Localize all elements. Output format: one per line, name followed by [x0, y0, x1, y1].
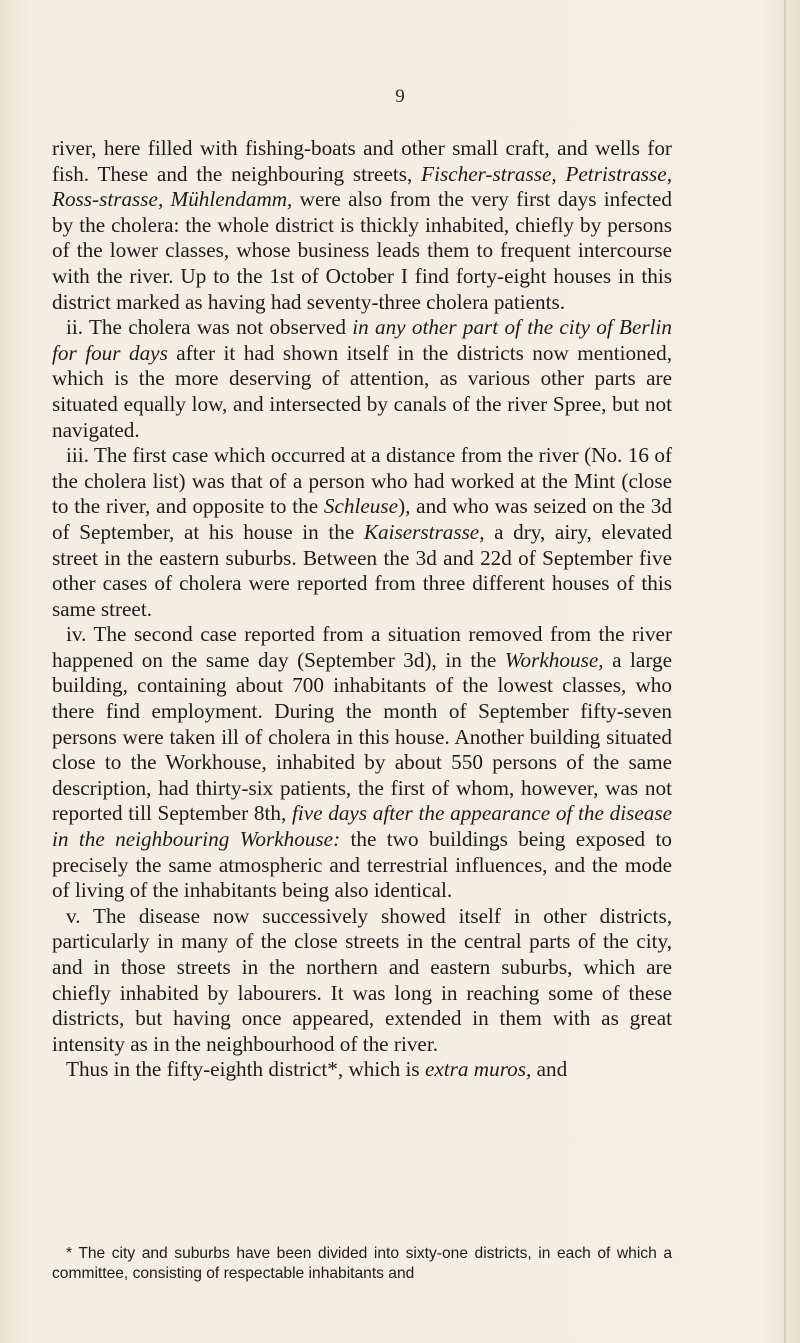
- text-run: ii. The cholera was not observed: [66, 315, 353, 340]
- text-run: Thus in the fifty-eighth district*, which is: [66, 1057, 425, 1082]
- italic-workhouse: Workhouse,: [504, 647, 604, 672]
- body-text: [52, 136, 672, 1083]
- text-run: river, here filled with fishing-boats and other small craft, and wells for fish. These and the neighbouring streets,: [52, 136, 672, 186]
- page-number: 9: [395, 86, 405, 107]
- paragraph-iv: [52, 622, 672, 904]
- text-run: iv. The second case reported from a situation removed from the river happened on the same day (September 3d), in the: [52, 622, 672, 672]
- page-edge: [784, 0, 786, 1343]
- text-run: and: [531, 1057, 568, 1082]
- paragraph-district-58: [52, 1057, 672, 1083]
- paragraph-v: [52, 904, 672, 1058]
- footnote: * The city and suburbs have been divided into sixty-one districts, in each of which a committee, consisting of respectable inhabitants and: [52, 1245, 672, 1282]
- text-run: a large building, containing about 700 inhabitants of the lowest classes, who there find employment. During the month of September fifty-seven persons were taken ill of cholera in this house. Another building situated close to the Workhouse, inhabited by about 550 persons of the same description, had thirty-six patients, the first of whom, however, was not reported till September 8th,: [52, 647, 672, 826]
- text-run: a dry, airy, elevated street in the eastern suburbs. Between the 3d and 22d of September five other cases of cholera were reported from three different houses of this same street.: [52, 519, 672, 621]
- italic-kaiserstrasse: Kaiserstrasse,: [363, 519, 485, 544]
- paragraph-ii: [52, 315, 672, 443]
- italic-extra-muros: extra muros,: [424, 1057, 532, 1082]
- italic-emphasis: in any other part of the city of Berlin for four days: [52, 315, 672, 365]
- text-run: after it had shown itself in the districts now mentioned, which is the more deserving of attention, as various other parts are situated equally low, and intersected by canals of the river Spree, but not navigated.: [52, 340, 672, 442]
- text-run: were also from the very first days infected by the cholera: the whole district is thickly inhabited, chiefly by persons of the lower classes, whose business leads them to frequent intercourse with the river. Up to the 1st of October I find forty-eight houses in this district marked as having had seventy-three cholera patients.: [52, 187, 672, 314]
- text-run: ), and who was seized on the 3d of September, at his house in the: [52, 494, 672, 544]
- text-run: v. The disease now successively showed itself in other districts, particularly in many of the close streets in the central parts of the city, and in those streets in the northern and eastern suburbs, which are chiefly inhabited by labourers. It was long in reaching some of these districts, but having once appeared, extended in them with as great intensity as in the neighbourhood of the river.: [52, 903, 672, 1056]
- italic-schleuse: Schleuse: [323, 494, 399, 519]
- paragraph-river-district: [52, 136, 672, 315]
- italic-street-names: Fischer-strasse, Petristrasse, Ross-strasse, Mühlendamm,: [52, 161, 672, 212]
- text-run: iii. The first case which occurred at a distance from the river (No. 16 of the cholera list) was that of a person who had worked at the Mint (close to the river, and opposite to the: [52, 443, 672, 519]
- text-run: the two buildings being exposed to precisely the same atmospheric and terrestrial influences, and the mode of living of the inhabitants being also identical.: [52, 827, 672, 903]
- italic-emphasis: five days after the appearance of the disease in the neighbouring Workhouse:: [52, 801, 672, 852]
- paragraph-iii: [52, 443, 672, 622]
